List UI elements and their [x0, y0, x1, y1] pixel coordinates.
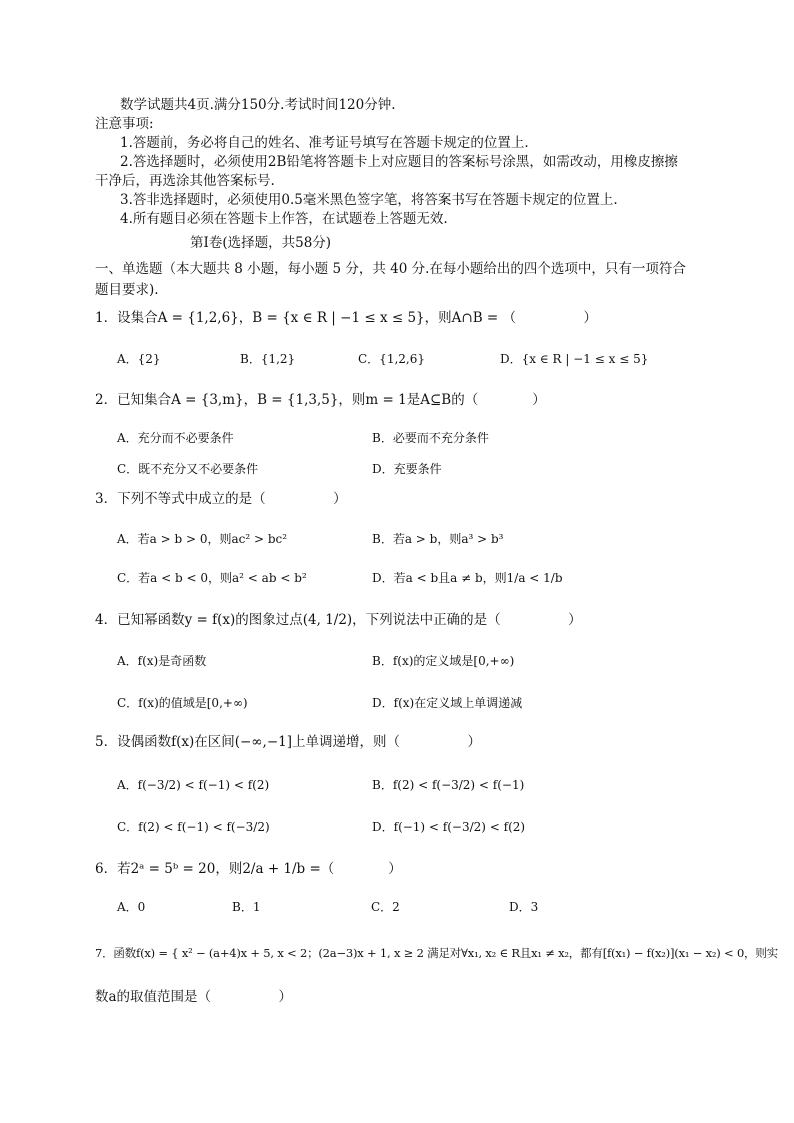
q4-option-d: D．f(x)在定义域上单调递减	[372, 696, 523, 710]
question-7-stem-cont: 数a的取值范围是（ ）	[95, 989, 293, 1005]
q2-option-c: C．既不充分又不必要条件	[117, 462, 259, 476]
section-heading: 一、单选题（本大题共 8 小题，每小题 5 分，共 40 分.在每小题给出的四个选项中，只有一项符合	[95, 261, 686, 277]
q4-option-b: B．f(x)的定义域是[0,+∞)	[372, 654, 515, 668]
note-item-2-cont: 干净后，再选涂其他答案标号.	[95, 173, 275, 189]
question-3-stem: 3．下列不等式中成立的是（ ）	[95, 491, 347, 507]
q3-option-b: B．若a > b，则a³ > b³	[372, 532, 504, 546]
question-1-stem: 1．设集合A = {1,2,6}，B = {x ∈ R | −1 ≤ x ≤ 5}，则A∩B = （ ）	[95, 310, 598, 326]
q4-option-c: C．f(x)的值域是[0,+∞)	[117, 696, 248, 710]
q6-option-c: C．2	[371, 900, 400, 914]
q5-option-c: C．f(2) < f(−1) < f(−3/2)	[117, 820, 270, 834]
note-item-1: 1.答题前，务必将自己的姓名、准考证号填写在答题卡规定的位置上.	[120, 135, 529, 151]
note-item-3: 3.答非选择题时，必须使用0.5毫米黑色签字笔，将答案书写在答题卡规定的位置上.	[120, 192, 618, 208]
note-item-2: 2.答选择题时，必须使用2B铅笔将答题卡上对应题目的答案标号涂黑，如需改动，用橡皮擦擦	[120, 154, 678, 170]
question-2-stem: 2．已知集合A = {3,m}，B = {1,3,5}，则m = 1是A⊆B的（ ）	[95, 392, 546, 408]
q1-option-c: C．{1,2,6}	[358, 352, 425, 366]
q2-option-d: D．充要条件	[372, 462, 442, 476]
q1-option-a: A．{2}	[117, 352, 161, 366]
q3-option-d: D．若a < b且a ≠ b，则1/a < 1/b	[372, 571, 563, 585]
exam-header: 数学试题共4页.满分150分.考试时间120分钟.	[120, 97, 396, 113]
q5-option-d: D．f(−1) < f(−3/2) < f(2)	[372, 820, 526, 834]
q6-option-b: B．1	[232, 900, 261, 914]
volume-title: 第Ⅰ卷(选择题，共58分)	[190, 235, 332, 251]
q3-option-a: A．若a > b > 0，则ac² > bc²	[117, 532, 288, 546]
q2-option-b: B．必要而不充分条件	[372, 431, 489, 445]
question-6-stem: 6．若2ᵃ = 5ᵇ = 20，则2/a + 1/b =（ ）	[95, 861, 402, 877]
q3-option-c: C．若a < b < 0，则a² < ab < b²	[117, 571, 307, 585]
q2-option-a: A．充分而不必要条件	[117, 431, 234, 445]
q5-option-b: B．f(2) < f(−3/2) < f(−1)	[372, 778, 525, 792]
q1-option-d: D．{x ∈ R | −1 ≤ x ≤ 5}	[500, 352, 649, 366]
note-item-4: 4.所有题目必须在答题卡上作答，在试题卷上答题无效.	[120, 211, 448, 227]
question-7-stem: 7．函数f(x) = { x² − (a+4)x + 5, x < 2；(2a−3)x + 1, x ≥ 2 满足对∀x₁, x₂ ∈ R且x₁ ≠ x₂，都有[f(x₁) − f(x₂)](x₁ − x₂) < 0，则实	[95, 946, 778, 960]
q5-option-a: A．f(−3/2) < f(−1) < f(2)	[117, 778, 270, 792]
q4-option-a: A．f(x)是奇函数	[117, 654, 207, 668]
q6-option-d: D．3	[509, 900, 539, 914]
q1-option-b: B．{1,2}	[240, 352, 296, 366]
notes-title: 注意事项:	[95, 116, 154, 132]
question-5-stem: 5．设偶函数f(x)在区间(−∞,−1]上单调递增，则（ ）	[95, 734, 482, 750]
q6-option-a: A．0	[117, 900, 146, 914]
section-heading-cont: 题目要求).	[95, 282, 159, 298]
question-4-stem: 4．已知幂函数y = f(x)的图象过点(4, 1/2)，下列说法中正确的是（ ）	[95, 612, 582, 628]
